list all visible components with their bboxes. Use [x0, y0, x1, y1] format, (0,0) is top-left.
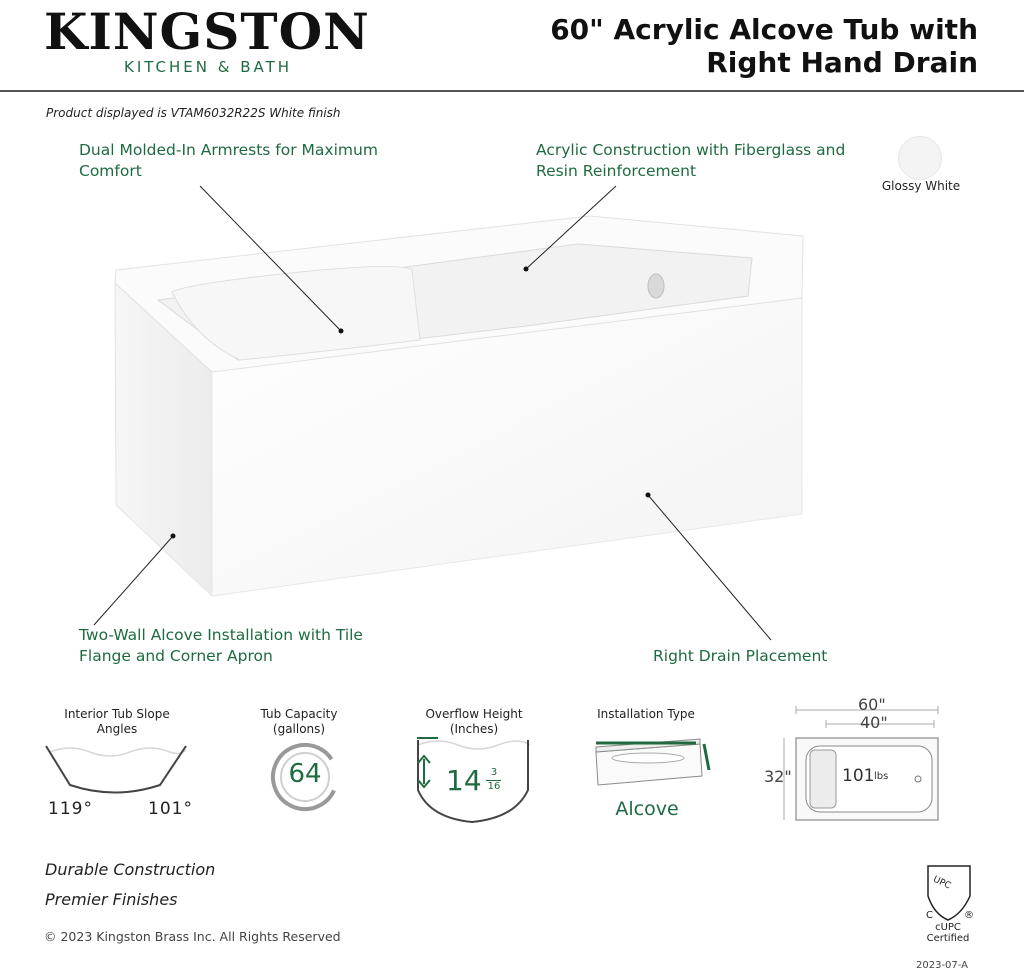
product-title-line1: 60" Acrylic Alcove Tub with: [550, 13, 978, 46]
cert-label: [914, 922, 982, 944]
product-note: Product displayed is VTAM6032R22S White finish: [46, 106, 341, 120]
overflow-numerator: 3: [490, 767, 498, 778]
svg-text:®: ®: [964, 910, 974, 921]
overflow-whole: 14: [446, 764, 482, 797]
cupc-mark-text: UPC: [931, 874, 953, 892]
footnote-durable: Durable Construction: [45, 860, 216, 879]
dimension-length: 60": [858, 695, 886, 714]
footnote-finishes: Premier Finishes: [45, 890, 178, 909]
slope-angle-right: 101°: [148, 799, 193, 819]
cert-label-line2: Certified: [926, 933, 970, 944]
overflow-label: Overflow Height (Inches): [425, 707, 523, 736]
slope-label: Interior Tub Slope Angles: [64, 707, 170, 736]
alcove-install-icon: [596, 739, 709, 785]
callout-installation: Two-Wall Alcove Installation with Tile Flange and Corner Apron: [79, 626, 363, 665]
overflow-hole: [648, 274, 664, 298]
copyright: © 2023 Kingston Brass Inc. All Rights Reserved: [44, 929, 341, 944]
callout-armrests: Dual Molded-In Armrests for Maximum Comfort: [79, 141, 378, 180]
capacity-label: Tub Capacity (gallons): [260, 707, 338, 736]
callout-drain: Right Drain Placement: [653, 647, 828, 665]
finish-label: Glossy White: [881, 179, 961, 193]
product-title-line2: Right Hand Drain: [706, 46, 978, 79]
dimension-weight-unit: lbs: [874, 771, 889, 782]
install-type-label: Installation Type: [597, 707, 695, 721]
cert-label-line1: cUPC: [935, 922, 961, 933]
dimension-weight: 101: [842, 766, 875, 786]
dimension-interior: 40": [860, 713, 888, 732]
install-type-value: Alcove: [615, 798, 679, 820]
capacity-value: 64: [288, 759, 322, 789]
finish-swatch: [898, 136, 942, 180]
dimension-width: 32": [764, 767, 792, 786]
cupc-certification-icon: [926, 866, 974, 921]
callout-construction: Acrylic Construction with Fiberglass and Resin Reinforcement: [536, 141, 846, 180]
svg-text:C: C: [926, 910, 933, 921]
slope-angle-icon: [46, 746, 186, 793]
document-code: 2023-07-A: [916, 960, 969, 971]
slope-angle-left: 119°: [48, 799, 93, 819]
brand-subtitle: KITCHEN & BATH: [124, 58, 293, 76]
overflow-denominator: 16: [487, 781, 501, 792]
brand-logo: KINGSTON: [44, 2, 370, 61]
